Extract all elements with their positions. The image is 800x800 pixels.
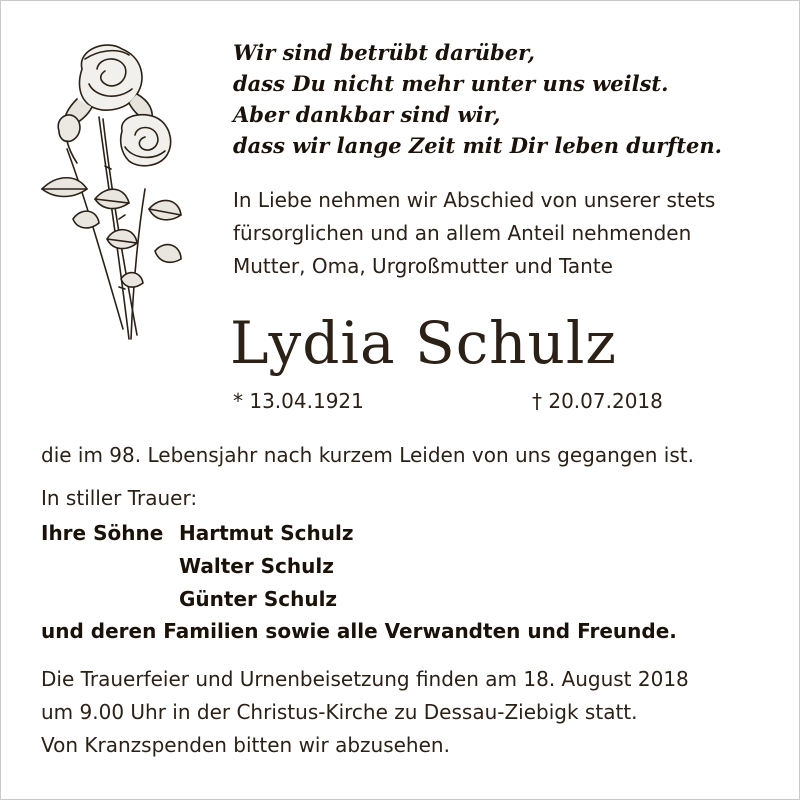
list-item xyxy=(41,550,781,583)
rose-illustration-icon xyxy=(37,39,187,349)
son-name: Günter Schulz xyxy=(179,587,338,611)
poem-line: dass wir lange Zeit mit Dir leben durften. xyxy=(233,133,722,158)
poem-line: Aber dankbar sind wir, xyxy=(233,102,501,127)
intro-text xyxy=(233,184,773,283)
son-name: Hartmut Schulz xyxy=(179,521,354,545)
list-item xyxy=(41,583,781,616)
death-date: † 20.07.2018 xyxy=(532,389,663,413)
intro-line: fürsorglichen und an allem Anteil nehmenden xyxy=(233,221,692,245)
ceremony-line: Die Trauerfeier und Urnenbeisetzung finden am 18. August 2018 xyxy=(41,667,689,691)
list-item xyxy=(41,517,781,550)
mourners-label: In stiller Trauer: xyxy=(41,486,198,510)
families-line: und deren Familien sowie alle Verwandten und Freunde. xyxy=(41,619,677,643)
sons-label: Ihre Söhne xyxy=(41,521,164,545)
deceased-name: Lydia Schulz xyxy=(230,309,617,377)
age-statement: die im 98. Lebensjahr nach kurzem Leiden von uns gegangen ist. xyxy=(41,443,694,467)
poem-line: dass Du nicht mehr unter uns weilst. xyxy=(233,71,669,96)
mourners-list xyxy=(41,517,781,616)
intro-line: Mutter, Oma, Urgroßmutter und Tante xyxy=(233,254,613,278)
ceremony-line: um 9.00 Uhr in der Christus-Kirche zu Dessau-Ziebigk statt. xyxy=(41,700,638,724)
intro-line: In Liebe nehmen wir Abschied von unserer stets xyxy=(233,188,716,212)
ceremony-line: Von Kranzspenden bitten wir abzusehen. xyxy=(41,733,450,757)
birth-date: * 13.04.1921 xyxy=(233,389,364,413)
poem xyxy=(233,37,773,161)
son-name: Walter Schulz xyxy=(179,554,334,578)
poem-line: Wir sind betrübt darüber, xyxy=(233,40,535,65)
ceremony-info xyxy=(41,663,781,762)
